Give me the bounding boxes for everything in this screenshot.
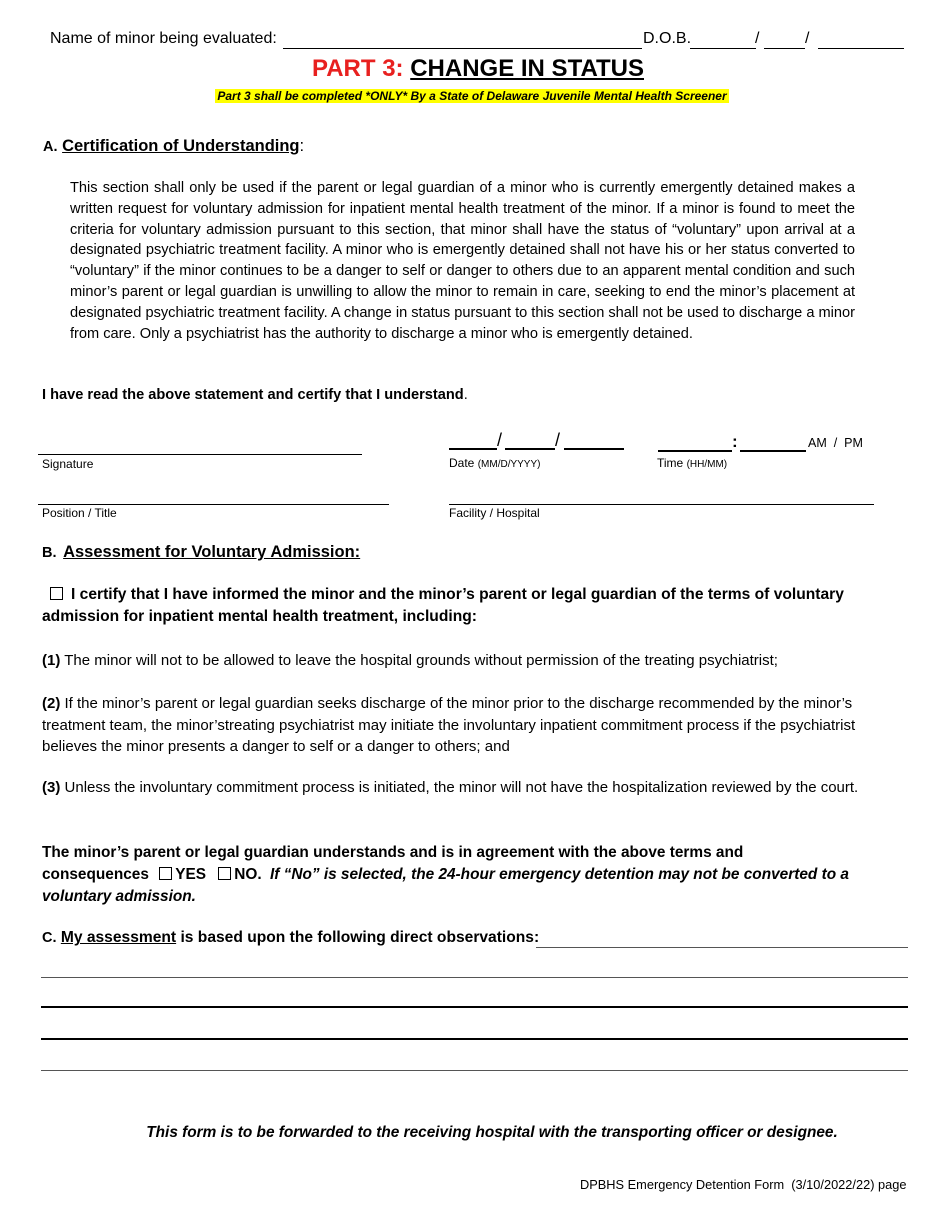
warning-text: If “No” is selected, the 24-hour emergency detention may not be converted to a voluntary admission. (42, 866, 849, 905)
agreement-line-2: consequences (42, 866, 149, 883)
agreement-line-1: The minor’s parent or legal guardian understands and is in agreement with the above terms and (42, 844, 744, 861)
subtitle-wrap (0, 87, 944, 105)
no-checkbox[interactable] (218, 867, 231, 880)
date-label-text: Date (449, 456, 475, 470)
section-b-heading (42, 543, 360, 562)
section-a-paragraph: This section shall only be used if the parent or legal guardian of a minor who is currently emergently detained makes a written request for voluntary admission for inpatient mental health treatment of the minor. If a minor is found to meet the criteria for voluntary admission pursuant to this section, that minor shall have the status of “voluntary” upon arrival at a designated psychiatric treatment facility. A minor who is emergently detained shall not have his or her status converted to “voluntary” if the minor continues to be a danger to self or danger to others due to an apparent mental condition and such minor’s parent or legal guardian is unwilling to allow the minor to remain in care, seeking to end the minor’s placement at designated psychiatric treatment facility. A change in status pursuant to this section shall not be used to discharge a minor from care. Only a psychiatrist has the authority to discharge a minor who is emergently detained. (70, 180, 855, 342)
section-c-title: My assessment (60, 929, 177, 946)
observations-line-5[interactable] (41, 1070, 908, 1071)
date-separator: / (497, 430, 503, 450)
position-title-label: Position / Title (42, 506, 117, 520)
certify-informed-checkbox[interactable] (50, 587, 63, 600)
dob-separator: / (755, 30, 760, 47)
section-a-title: Certification of Understanding (62, 137, 300, 155)
time-separator: : (732, 432, 738, 451)
date-month-field[interactable] (449, 448, 497, 450)
dob-label: D.O.B. (643, 30, 692, 47)
observations-line-2[interactable] (41, 977, 908, 978)
minor-name-label: Name of minor being evaluated: (50, 30, 277, 47)
date-day-field[interactable] (505, 448, 555, 450)
date-format: (MM/D/YYYY) (477, 459, 541, 470)
dob-year-field[interactable] (818, 48, 904, 49)
time-label (657, 456, 727, 470)
section-c-heading (42, 929, 539, 947)
page-title (0, 55, 950, 83)
title-part: PART 3: (311, 55, 404, 82)
signature-label: Signature (42, 457, 94, 471)
section-a-letter: A. (43, 139, 58, 155)
dob-month-field[interactable] (690, 48, 756, 49)
footer-note: This form is to be forwarded to the receiving hospital with the transporting officer or designee. (146, 1124, 838, 1141)
subtitle: Part 3 shall be completed *ONLY* By a State of Delaware Juvenile Mental Health Screener (217, 89, 727, 103)
term-number: (1) (42, 652, 61, 669)
certify-statement (42, 387, 468, 403)
term-number: (3) (42, 779, 61, 796)
time-format: (HH/MM) (686, 459, 728, 470)
time-hours-field[interactable] (658, 450, 732, 452)
date-separator: / (555, 430, 561, 450)
observations-line-4[interactable] (41, 1038, 908, 1040)
form-identifier: DPBHS Emergency Detention Form (3/10/2022/22) page (580, 1177, 907, 1192)
yes-label: YES (175, 866, 207, 883)
term-item-3 (42, 777, 902, 799)
signature-field[interactable] (38, 454, 362, 455)
minor-name-field[interactable] (283, 48, 642, 49)
section-c-rest: is based upon the following direct observations: (176, 929, 540, 946)
section-b-letter: B. (42, 545, 57, 561)
certify-text: I have read the above statement and certify that I understand (42, 387, 464, 403)
facility-hospital-label: Facility / Hospital (449, 506, 540, 520)
term-item-2 (42, 693, 902, 758)
ampm-selector[interactable]: AM / PM (808, 436, 863, 450)
time-minutes-field[interactable] (740, 450, 806, 452)
position-title-field[interactable] (38, 504, 389, 505)
term-text: Unless the involuntary commitment process is initiated, the minor will not have the hospitalization reviewed by the court. (64, 779, 859, 796)
term-number: (2) (42, 695, 61, 712)
certify-informed (42, 584, 872, 628)
observations-line-1[interactable] (536, 947, 908, 948)
certify-informed-text: I certify that I have informed the minor and the minor’s parent or legal guardian of the terms of voluntary admission for inpatient mental health treatment, including: (42, 586, 844, 625)
dob-day-field[interactable] (764, 48, 805, 49)
term-text: If the minor’s parent or legal guardian seeks discharge of the minor prior to the discharge recommended by the minor’s treatment team, the minor’streating psychiatrist may initiate the involuntary inpatient commitment process if the psychiatrist believes the minor presents a danger to self or a danger to others; and (42, 695, 856, 755)
no-label: NO. (234, 866, 262, 883)
time-label-text: Time (657, 456, 684, 470)
date-label (449, 456, 540, 470)
agreement-statement (42, 842, 872, 908)
yes-checkbox[interactable] (159, 867, 172, 880)
date-year-field[interactable] (564, 448, 624, 450)
term-text: The minor will not to be allowed to leave the hospital grounds without permission of the treating psychiatrist; (64, 652, 778, 669)
observations-line-3[interactable] (41, 1006, 908, 1008)
term-item-1 (42, 650, 902, 672)
section-a-heading (43, 137, 304, 156)
title-name: CHANGE IN STATUS (410, 55, 644, 82)
facility-hospital-field[interactable] (449, 504, 874, 505)
section-a-colon: : (299, 137, 305, 155)
section-b-title: Assessment for Voluntary Admission: (63, 543, 361, 561)
dob-separator: / (805, 30, 810, 47)
section-c-letter: C. (42, 930, 57, 946)
certify-period: . (463, 387, 468, 403)
